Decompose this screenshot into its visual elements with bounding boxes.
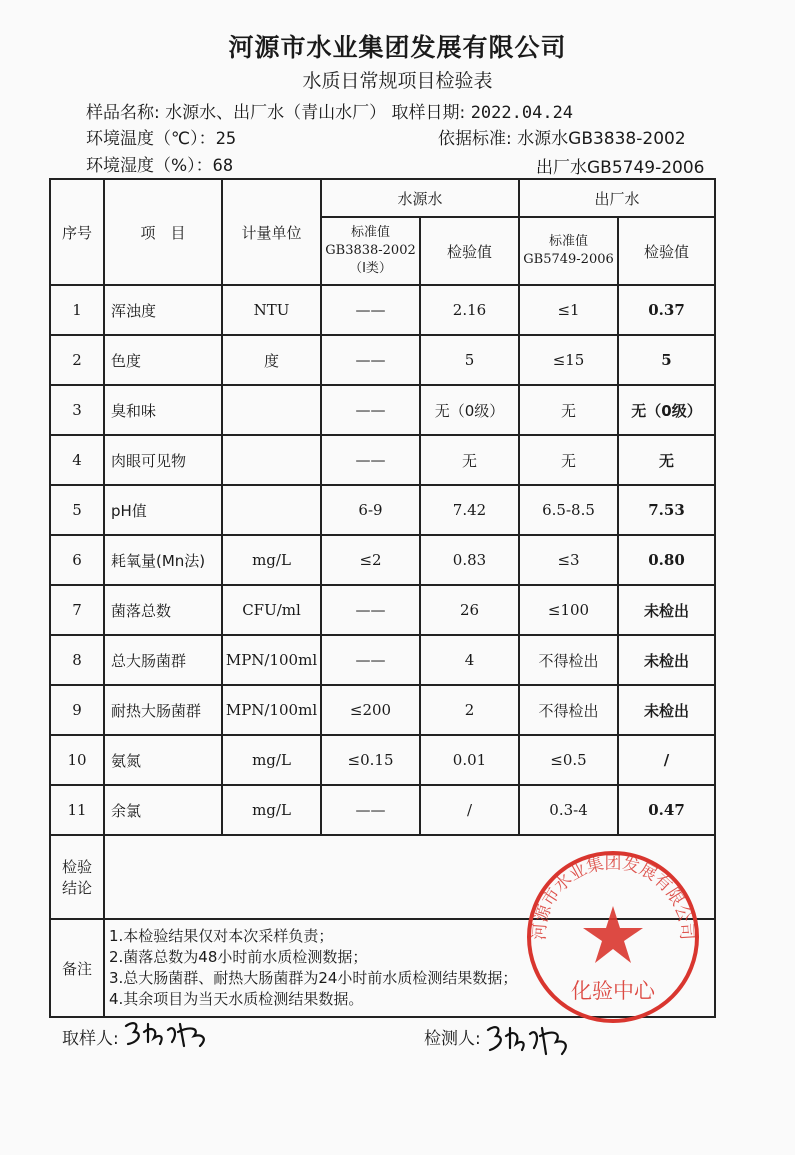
conclusion-label <box>50 835 104 919</box>
row-output-standard: 0.3-4 <box>519 785 618 835</box>
row-output-standard: 6.5-8.5 <box>519 485 618 535</box>
row-source-value: 0.83 <box>420 535 519 585</box>
table-row <box>50 285 715 335</box>
row-output-standard: ≤100 <box>519 585 618 635</box>
sampler-label: 取样人: <box>62 1029 119 1049</box>
sample-name-label: 样品名称: <box>86 103 160 123</box>
row-source-standard: ≤200 <box>321 685 420 735</box>
table-row <box>50 685 715 735</box>
seal-star-icon <box>583 906 643 963</box>
header-output-standard <box>519 217 618 285</box>
temperature-label: 环境温度（℃）： <box>86 129 216 149</box>
seal-arc-text: 河源市水业集团发展有限公司 <box>529 853 697 941</box>
row-no: 9 <box>50 685 104 735</box>
row-item: 耗氧量(Mn法) <box>104 535 222 585</box>
row-no: 3 <box>50 385 104 435</box>
sample-date-value: 2022.04.24 <box>470 103 574 123</box>
row-unit <box>222 385 321 435</box>
remark-line: 4.其余项目为当天水质检测结果数据。 <box>109 990 364 1008</box>
row-output-standard: ≤1 <box>519 285 618 335</box>
row-item: 臭和味 <box>104 385 222 435</box>
row-no: 6 <box>50 535 104 585</box>
row-item: 色度 <box>104 335 222 385</box>
header-output-water: 出厂水 <box>519 179 715 217</box>
row-source-value: 7.42 <box>420 485 519 535</box>
row-source-value: 26 <box>420 585 519 635</box>
row-item: 肉眼可见物 <box>104 435 222 485</box>
row-source-standard: —— <box>321 285 420 335</box>
row-source-standard: —— <box>321 635 420 685</box>
temperature-value: 25 <box>215 129 237 149</box>
row-output-standard: 不得检出 <box>519 635 618 685</box>
output-standard-code: GB5749-2006 <box>523 252 614 267</box>
row-source-standard: —— <box>321 785 420 835</box>
row-unit: MPN/100ml <box>222 685 321 735</box>
remarks-label: 备注 <box>50 919 104 1017</box>
table-row <box>50 485 715 535</box>
company-title: 河源市水业集团发展有限公司 <box>228 33 567 62</box>
row-source-value: 2.16 <box>420 285 519 335</box>
basis-source-value: 水源水GB3838-2002 <box>517 129 686 149</box>
source-standard-label: 标准值 <box>350 225 390 240</box>
row-source-standard: 6-9 <box>321 485 420 535</box>
temperature-line <box>86 124 236 149</box>
report-title: 水质日常规项目检验表 <box>302 70 493 92</box>
row-source-value: 2 <box>420 685 519 735</box>
header-output-result: 检验值 <box>618 217 715 285</box>
row-output-value: 5 <box>618 335 715 385</box>
row-item: pH值 <box>104 485 222 535</box>
humidity-label: 环境湿度（%）： <box>86 156 213 176</box>
tester-signature <box>482 1016 582 1060</box>
row-source-value: 无（0级） <box>420 385 519 435</box>
source-standard-class: （Ⅰ类） <box>349 261 392 276</box>
sample-name-line <box>86 98 573 123</box>
row-source-standard: —— <box>321 335 420 385</box>
row-output-value: 未检出 <box>618 685 715 735</box>
row-unit: 度 <box>222 335 321 385</box>
row-output-standard: ≤15 <box>519 335 618 385</box>
row-no: 11 <box>50 785 104 835</box>
row-no: 1 <box>50 285 104 335</box>
conclusion-label-line-2: 结论 <box>61 879 92 897</box>
row-source-value: 5 <box>420 335 519 385</box>
row-output-standard: 无 <box>519 385 618 435</box>
row-source-standard: —— <box>321 385 420 435</box>
row-unit: NTU <box>222 285 321 335</box>
row-no: 2 <box>50 335 104 385</box>
table-row <box>50 585 715 635</box>
table-row <box>50 785 715 835</box>
basis-line <box>438 124 686 149</box>
row-source-value: 0.01 <box>420 735 519 785</box>
row-item: 总大肠菌群 <box>104 635 222 685</box>
header-source-water: 水源水 <box>321 179 519 217</box>
table-row <box>50 735 715 785</box>
conclusion-label-line-1: 检验 <box>61 858 92 876</box>
table-row <box>50 535 715 585</box>
row-unit <box>222 485 321 535</box>
row-output-value: 0.37 <box>618 285 715 335</box>
row-source-standard: —— <box>321 585 420 635</box>
source-standard-code: GB3838-2002 <box>325 243 416 258</box>
sample-date-label: 取样日期: <box>391 103 466 123</box>
row-source-value: 4 <box>420 635 519 685</box>
row-output-value: 0.80 <box>618 535 715 585</box>
row-output-value: 无（0级） <box>618 385 715 435</box>
row-no: 10 <box>50 735 104 785</box>
header-unit: 计量单位 <box>222 179 321 285</box>
seal-center-text: 化验中心 <box>571 979 655 1003</box>
table-row <box>50 385 715 435</box>
row-item: 菌落总数 <box>104 585 222 635</box>
row-output-value: 未检出 <box>618 585 715 635</box>
official-seal <box>524 848 702 1026</box>
humidity-line <box>86 151 233 176</box>
row-output-value: 0.47 <box>618 785 715 835</box>
row-output-value: 未检出 <box>618 635 715 685</box>
header-no: 序号 <box>50 179 104 285</box>
row-output-value: 7.53 <box>618 485 715 535</box>
basis-output-value: 出厂水GB5749-2006 <box>536 158 705 178</box>
row-no: 5 <box>50 485 104 535</box>
sampler-signature <box>120 1012 220 1052</box>
row-unit: MPN/100ml <box>222 635 321 685</box>
table-row <box>50 635 715 685</box>
row-unit: mg/L <box>222 785 321 835</box>
header-source-result: 检验值 <box>420 217 519 285</box>
row-output-standard: 无 <box>519 435 618 485</box>
header-item: 项 目 <box>104 179 222 285</box>
row-source-standard: ≤2 <box>321 535 420 585</box>
table-row <box>50 435 715 485</box>
row-no: 8 <box>50 635 104 685</box>
tester-label: 检测人: <box>424 1029 481 1049</box>
row-source-value: 无 <box>420 435 519 485</box>
row-output-standard: ≤0.5 <box>519 735 618 785</box>
row-output-standard: 不得检出 <box>519 685 618 735</box>
row-item: 浑浊度 <box>104 285 222 335</box>
output-standard-label: 标准值 <box>549 234 589 249</box>
row-output-standard: ≤3 <box>519 535 618 585</box>
row-no: 4 <box>50 435 104 485</box>
basis-label: 依据标准: <box>438 129 512 149</box>
remark-line: 3.总大肠菌群、耐热大肠菌群为24小时前水质检测结果数据； <box>109 969 518 987</box>
table-row <box>50 335 715 385</box>
row-item: 余氯 <box>104 785 222 835</box>
row-unit: mg/L <box>222 535 321 585</box>
humidity-value: 68 <box>212 156 234 176</box>
row-no: 7 <box>50 585 104 635</box>
remark-line: 1.本检验结果仅对本次采样负责； <box>109 927 334 945</box>
row-unit <box>222 435 321 485</box>
row-unit: CFU/ml <box>222 585 321 635</box>
remark-line: 2.菌落总数为48小时前水质检测数据； <box>109 948 368 966</box>
row-source-value: / <box>420 785 519 835</box>
row-unit: mg/L <box>222 735 321 785</box>
row-output-value: / <box>618 735 715 785</box>
row-item: 氨氮 <box>104 735 222 785</box>
sample-name-value: 水源水、出厂水（青山水厂） <box>165 103 387 123</box>
row-item: 耐热大肠菌群 <box>104 685 222 735</box>
header-source-standard <box>321 217 420 285</box>
row-source-standard: ≤0.15 <box>321 735 420 785</box>
row-source-standard: —— <box>321 435 420 485</box>
row-output-value: 无 <box>618 435 715 485</box>
